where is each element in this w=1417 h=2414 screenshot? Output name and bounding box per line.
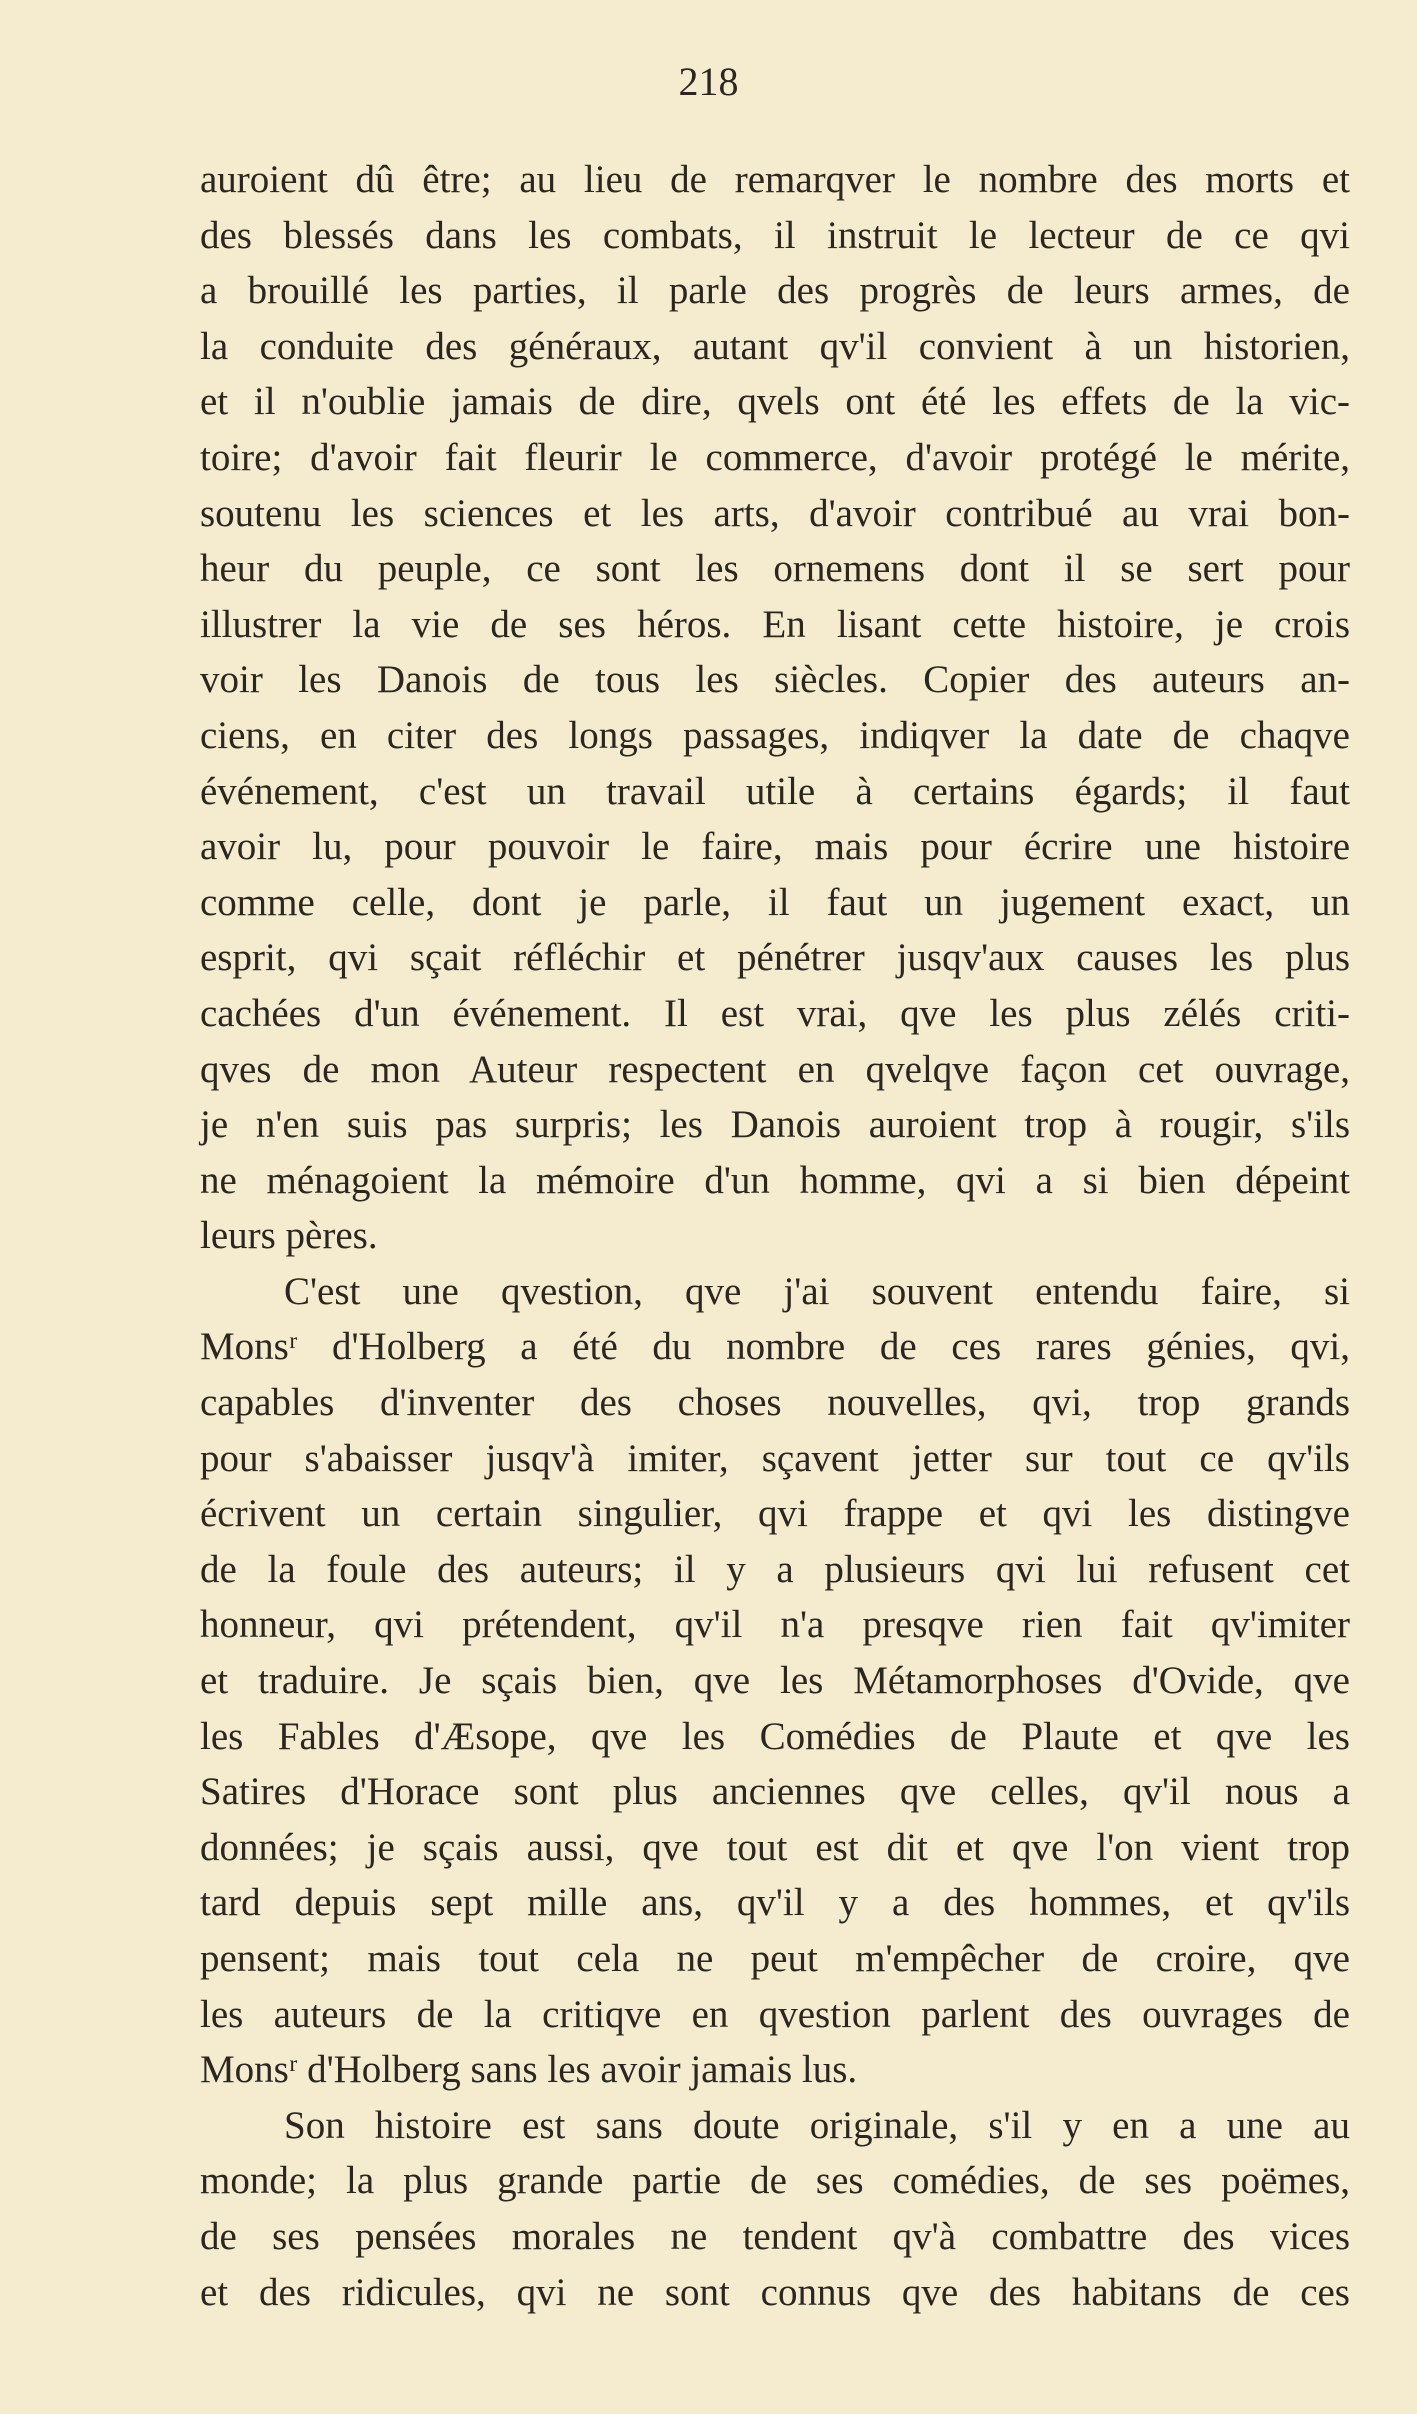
text-line: honneur, qvi prétendent, qv'il n'a presqve rien fait qv'imiter — [200, 1603, 1350, 1647]
text-line: esprit, qvi sçait réfléchir et pénétrer jusqv'aux causes les plus — [200, 936, 1350, 980]
text-line: heur du peuple, ce sont les ornemens dont il se sert pour — [200, 547, 1350, 591]
text-line: toire; d'avoir fait fleurir le commerce, d'avoir protégé le mérite, — [200, 435, 1350, 479]
text-line: illustrer la vie de ses héros. En lisant cette histoire, je crois — [200, 602, 1350, 646]
text-line: C'est une qvestion, qve j'ai souvent entendu faire, si — [284, 1269, 1350, 1313]
text-line: Monsʳ d'Holberg sans les avoir jamais lus. — [200, 2048, 858, 2092]
text-line: capables d'inventer des choses nouvelles, qvi, trop grands — [200, 1381, 1350, 1425]
text-line: avoir lu, pour pouvoir le faire, mais pour écrire une histoire — [200, 825, 1350, 869]
text-line: Satires d'Horace sont plus anciennes qve celles, qv'il nous a — [200, 1770, 1350, 1814]
text-line: la conduite des généraux, autant qv'il convient à un historien, — [200, 324, 1350, 368]
page-body-text — [200, 152, 1350, 2320]
text-line: monde; la plus grande partie de ses comédies, de ses poëmes, — [200, 2159, 1350, 2203]
text-line: et des ridicules, qvi ne sont connus qve des habitans de ces — [200, 2270, 1350, 2314]
text-line: auroient dû être; au lieu de remarqver le nombre des morts et — [200, 158, 1350, 201]
text-line: Monsʳ d'Holberg a été du nombre de ces rares génies, qvi, — [200, 1325, 1350, 1369]
text-line: pour s'abaisser jusqv'à imiter, sçavent jetter sur tout ce qv'ils — [200, 1436, 1350, 1480]
text-line: de ses pensées morales ne tendent qv'à combattre des vices — [200, 2214, 1350, 2258]
text-line: ne ménagoient la mémoire d'un homme, qvi a si bien dépeint — [200, 1158, 1350, 1202]
text-line: qves de mon Auteur respectent en qvelqve façon cet ouvrage, — [200, 1047, 1350, 1091]
text-line: Son histoire est sans doute originale, s'il y en a une au — [284, 2103, 1350, 2147]
text-line: et traduire. Je sçais bien, qve les Métamorphoses d'Ovide, qve — [200, 1659, 1350, 1703]
text-line: les auteurs de la critiqve en qvestion parlent des ouvrages de — [200, 1992, 1350, 2036]
page-number: 218 — [678, 59, 739, 104]
text-line: comme celle, dont je parle, il faut un jugement exact, un — [200, 880, 1350, 924]
text-line: ciens, en citer des longs passages, indiqver la date de chaqve — [200, 713, 1350, 757]
text-line: voir les Danois de tous les siècles. Copier des auteurs an- — [200, 658, 1350, 702]
text-line: tard depuis sept mille ans, qv'il y a des hommes, et qv'ils — [200, 1881, 1350, 1925]
text-line: soutenu les sciences et les arts, d'avoir contribué au vrai bon- — [200, 491, 1350, 535]
text-line: et il n'oublie jamais de dire, qvels ont été les effets de la vic- — [200, 380, 1350, 424]
text-line: des blessés dans les combats, il instruit le lecteur de ce qvi — [200, 213, 1350, 257]
text-line: les Fables d'Æsope, qve les Comédies de Plaute et qve les — [200, 1714, 1350, 1758]
text-line: a brouillé les parties, il parle des progrès de leurs armes, de — [200, 269, 1350, 313]
text-line: événement, c'est un travail utile à certains égards; il faut — [200, 769, 1350, 813]
text-line: écrivent un certain singulier, qvi frappe et qvi les distingve — [200, 1492, 1350, 1536]
text-line: pensent; mais tout cela ne peut m'empêcher de croire, qve — [200, 1937, 1350, 1980]
text-line: de la foule des auteurs; il y a plusieurs qvi lui refusent cet — [200, 1547, 1350, 1591]
text-line: cachées d'un événement. Il est vrai, qve les plus zélés criti- — [200, 991, 1350, 1035]
text-line: je n'en suis pas surpris; les Danois auroient trop à rougir, s'ils — [200, 1103, 1350, 1147]
text-line: leurs pères. — [200, 1214, 378, 1258]
text-line: données; je sçais aussi, qve tout est dit et qve l'on vient trop — [200, 1825, 1350, 1869]
